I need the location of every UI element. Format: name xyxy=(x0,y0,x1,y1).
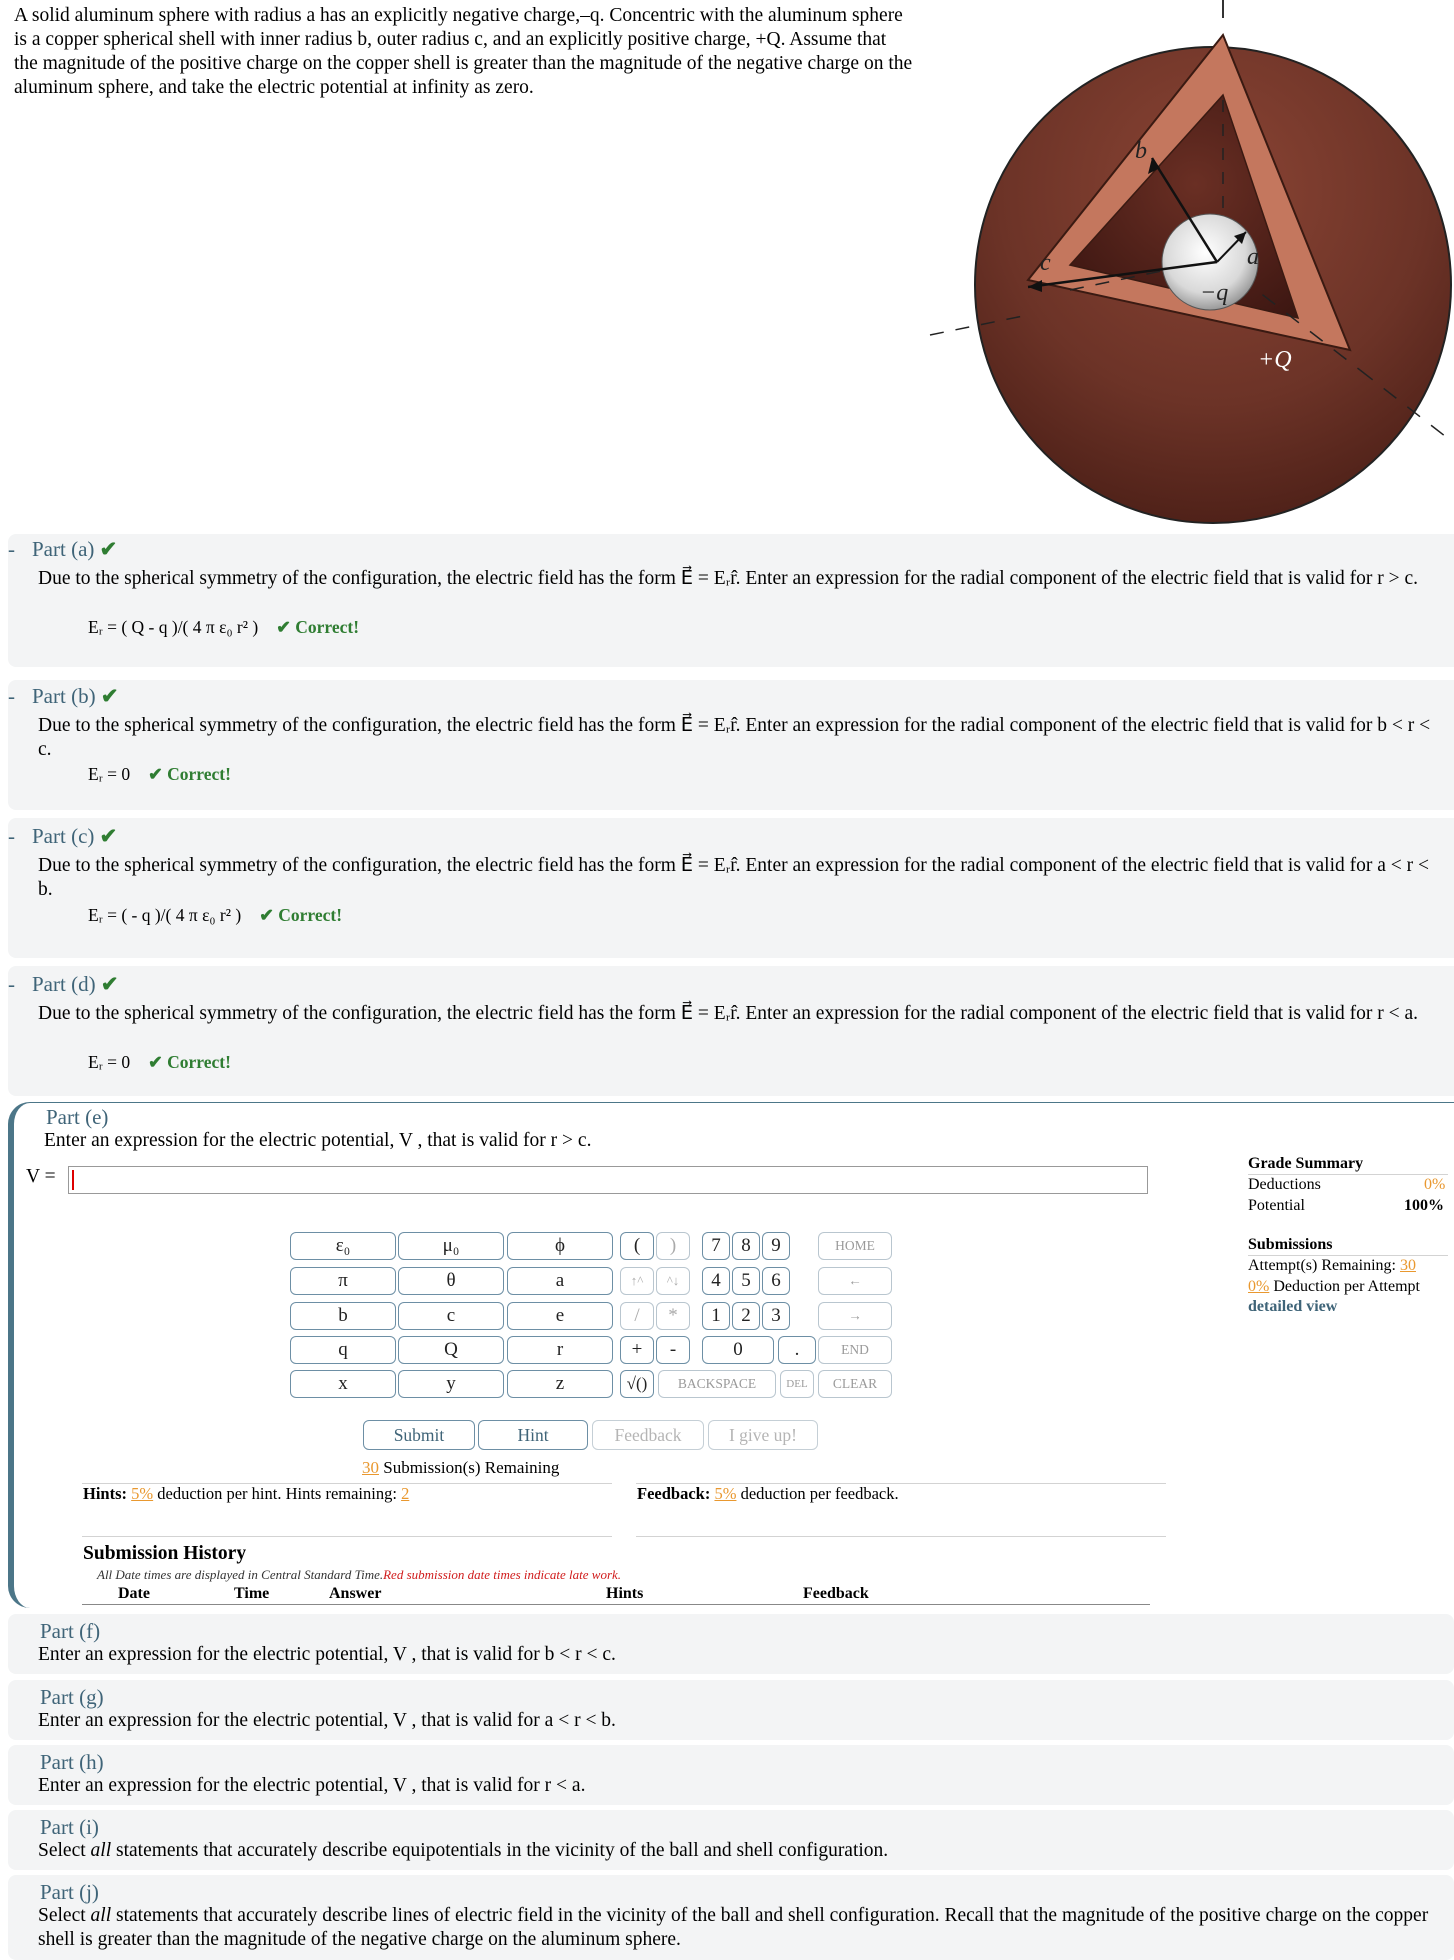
label-b: b xyxy=(1135,138,1147,164)
deduction-per-attempt: 0% Deduction per Attempt xyxy=(1248,1278,1420,1295)
key-pi[interactable]: π xyxy=(290,1267,396,1295)
part-b-panel xyxy=(8,680,1454,810)
key-superscript[interactable]: ↑^ xyxy=(620,1267,654,1295)
key-clear[interactable]: CLEAR xyxy=(818,1370,892,1398)
part-e-title[interactable]: Part (e) xyxy=(46,1105,109,1129)
sphere-shell-figure xyxy=(920,0,1454,530)
submissions-remaining: 30 Submission(s) Remaining xyxy=(362,1458,560,1477)
part-d-answer: Eᵣ = 0 ✔ Correct! xyxy=(88,1052,231,1072)
col-hints: Hints xyxy=(606,1585,644,1602)
key-3[interactable]: 3 xyxy=(762,1302,790,1330)
part-d-title[interactable]: Part (d) ✔ xyxy=(32,972,119,996)
key-theta[interactable]: θ xyxy=(398,1267,504,1295)
detailed-view-link[interactable]: detailed view xyxy=(1248,1298,1338,1315)
history-note: All Date times are displayed in Central Standard Time.Red submission date times indicate late work. xyxy=(97,1567,622,1582)
col-answer: Answer xyxy=(329,1585,382,1602)
key-open-paren[interactable]: ( xyxy=(620,1232,654,1260)
feedback-info: Feedback: 5% deduction per feedback. xyxy=(637,1484,899,1503)
part-f-title[interactable]: Part (f) xyxy=(40,1619,101,1643)
key-9[interactable]: 9 xyxy=(762,1232,790,1260)
part-f-desc: Enter an expression for the electric potential, V , that is valid for b < r < c. xyxy=(38,1644,616,1665)
key-z[interactable]: z xyxy=(507,1370,613,1398)
key-e[interactable]: e xyxy=(507,1302,613,1330)
answer-input[interactable] xyxy=(68,1166,1148,1194)
part-h-panel[interactable] xyxy=(8,1745,1454,1805)
key-0[interactable]: 0 xyxy=(702,1336,774,1364)
check-icon: ✔ xyxy=(100,972,119,996)
key-epsilon0[interactable]: ε₀ xyxy=(290,1232,396,1260)
key-r[interactable]: r xyxy=(507,1336,613,1364)
key-phi[interactable]: ϕ xyxy=(507,1232,613,1260)
key-a[interactable]: a xyxy=(507,1267,613,1295)
divider xyxy=(82,1604,1150,1605)
divider xyxy=(636,1536,1166,1537)
part-f-panel[interactable] xyxy=(8,1614,1454,1674)
key-y[interactable]: y xyxy=(398,1370,504,1398)
divider xyxy=(1248,1174,1448,1175)
key-7[interactable]: 7 xyxy=(702,1232,730,1260)
part-i-panel[interactable] xyxy=(8,1810,1454,1870)
attempts-remaining: Attempt(s) Remaining: 30 xyxy=(1248,1257,1416,1274)
part-d-panel xyxy=(8,966,1454,1096)
key-divide[interactable]: / xyxy=(620,1302,654,1330)
collapse-dash[interactable]: - xyxy=(8,684,15,708)
part-a-title[interactable]: Part (a) ✔ xyxy=(32,537,118,561)
part-h-title[interactable]: Part (h) xyxy=(40,1750,104,1774)
key-left-arrow[interactable]: ← xyxy=(818,1267,892,1295)
part-a-panel xyxy=(8,534,1454,667)
correct-badge: ✔ Correct! xyxy=(148,1052,231,1072)
deductions-label: Deductions xyxy=(1248,1176,1321,1193)
part-j-title[interactable]: Part (j) xyxy=(40,1880,99,1904)
col-date: Date xyxy=(118,1585,150,1602)
label-a: a xyxy=(1247,244,1259,270)
key-Q[interactable]: Q xyxy=(398,1336,504,1364)
feedback-button[interactable]: Feedback xyxy=(592,1420,704,1450)
divider xyxy=(1248,1255,1448,1256)
part-c-answer: Eᵣ = ( - q )/( 4 π ε₀ r² ) ✔ Correct! xyxy=(88,905,343,925)
key-right-arrow[interactable]: → xyxy=(818,1302,892,1330)
key-4[interactable]: 4 xyxy=(702,1267,730,1295)
key-q[interactable]: q xyxy=(290,1336,396,1364)
key-del[interactable]: DEL xyxy=(780,1370,814,1398)
part-g-panel[interactable] xyxy=(8,1680,1454,1740)
part-a-answer: Eᵣ = ( Q - q )/( 4 π ε₀ r² ) ✔ Correct! xyxy=(88,617,360,637)
part-i-title[interactable]: Part (i) xyxy=(40,1815,99,1839)
part-a-desc: Due to the spherical symmetry of the configuration, the electric field has the form E⃗ = Eᵣr̂. Enter an expression for the radial component of the electric field that is valid for r > c. xyxy=(38,568,1419,589)
key-8[interactable]: 8 xyxy=(732,1232,760,1260)
key-sqrt[interactable]: √() xyxy=(620,1370,654,1398)
hints-info: Hints: 5% deduction per hint. Hints remaining: 2 xyxy=(83,1484,410,1503)
col-feedback: Feedback xyxy=(803,1585,869,1602)
part-b-answer: Eᵣ = 0 ✔ Correct! xyxy=(88,764,231,784)
key-home[interactable]: HOME xyxy=(818,1232,892,1260)
part-c-title[interactable]: Part (c) ✔ xyxy=(32,824,118,848)
key-end[interactable]: END xyxy=(818,1336,892,1364)
key-dot[interactable]: . xyxy=(778,1336,816,1364)
key-close-paren[interactable]: ) xyxy=(656,1232,690,1260)
collapse-dash[interactable]: - xyxy=(8,972,15,996)
potential-value: 100% xyxy=(1404,1197,1444,1214)
potential-label: Potential xyxy=(1248,1197,1305,1214)
submissions-title: Submissions xyxy=(1248,1236,1333,1253)
key-subscript[interactable]: ^↓ xyxy=(656,1267,690,1295)
check-icon: ✔ xyxy=(99,824,118,848)
part-g-desc: Enter an expression for the electric potential, V , that is valid for a < r < b. xyxy=(38,1710,616,1731)
divider xyxy=(82,1536,612,1537)
collapse-dash[interactable]: - xyxy=(8,824,15,848)
part-d-desc: Due to the spherical symmetry of the configuration, the electric field has the form E⃗ = Eᵣr̂. Enter an expression for the radial component of the electric field that is valid for r < a. xyxy=(38,1003,1419,1024)
correct-badge: ✔ Correct! xyxy=(276,617,360,637)
label-c: c xyxy=(1040,250,1051,276)
key-multiply[interactable]: * xyxy=(656,1302,690,1330)
check-icon: ✔ xyxy=(99,537,118,561)
key-1[interactable]: 1 xyxy=(702,1302,730,1330)
part-j-panel[interactable] xyxy=(8,1875,1454,1960)
text-caret xyxy=(72,1170,74,1190)
key-6[interactable]: 6 xyxy=(762,1267,790,1295)
key-minus[interactable]: - xyxy=(656,1336,690,1364)
hint-button[interactable]: Hint xyxy=(478,1420,588,1450)
key-plus[interactable]: + xyxy=(620,1336,654,1364)
check-icon: ✔ xyxy=(100,684,119,708)
collapse-dash[interactable]: - xyxy=(8,537,15,561)
key-backspace[interactable]: BACKSPACE xyxy=(658,1370,776,1398)
label-minus-q: −q xyxy=(1200,280,1229,306)
variable-label: V = xyxy=(26,1166,56,1187)
part-j-desc: Select all statements that accurately describe lines of electric field in the vicinity of the ball and shell configuration. Recall that the magnitude of the positive charge on the copper shell is greater than the magnitude of the negative charge on the aluminum sphere. xyxy=(38,1905,1429,1950)
part-g-title[interactable]: Part (g) xyxy=(40,1685,104,1709)
part-b-desc: Due to the spherical symmetry of the configuration, the electric field has the form E⃗ = Eᵣr̂. Enter an expression for the radial component of the electric field that is valid for b < r < c. xyxy=(38,715,1431,760)
problem-statement: A solid aluminum sphere with radius a has an explicitly negative charge,–q. Concentric with the aluminum sphere is a copper spherical shell with inner radius b, outer radius c, and an explicitly positive charge, +Q. Assume that the magnitude of the positive charge on the copper shell is greater than the magnitude of the negative charge on the aluminum sphere, and take the electric potential at infinity as zero. xyxy=(14,5,913,98)
part-e-desc: Enter an expression for the electric potential, V , that is valid for r > c. xyxy=(44,1130,592,1151)
part-c-panel xyxy=(8,818,1454,958)
history-title: Submission History xyxy=(83,1543,247,1564)
part-h-desc: Enter an expression for the electric potential, V , that is valid for r < a. xyxy=(38,1775,586,1796)
part-b-title[interactable]: Part (b) ✔ xyxy=(32,684,119,708)
key-c[interactable]: c xyxy=(398,1302,504,1330)
correct-badge: ✔ Correct! xyxy=(148,764,231,784)
key-5[interactable]: 5 xyxy=(732,1267,760,1295)
part-c-desc: Due to the spherical symmetry of the configuration, the electric field has the form E⃗ = Eᵣr̂. Enter an expression for the radial component of the electric field that is valid for a < r < b. xyxy=(38,855,1430,900)
col-time: Time xyxy=(234,1585,270,1602)
key-x[interactable]: x xyxy=(290,1370,396,1398)
label-plus-q: +Q xyxy=(1258,347,1292,373)
grade-summary-title: Grade Summary xyxy=(1248,1155,1364,1172)
deductions-value: 0% xyxy=(1424,1176,1446,1193)
correct-badge: ✔ Correct! xyxy=(259,905,343,925)
part-i-desc: Select all statements that accurately describe equipotentials in the vicinity of the ball and shell configuration. xyxy=(38,1840,889,1861)
key-mu0[interactable]: μ₀ xyxy=(398,1232,504,1260)
submit-button[interactable]: Submit xyxy=(363,1420,475,1450)
give-up-button[interactable]: I give up! xyxy=(708,1420,818,1450)
key-b[interactable]: b xyxy=(290,1302,396,1330)
key-2[interactable]: 2 xyxy=(732,1302,760,1330)
